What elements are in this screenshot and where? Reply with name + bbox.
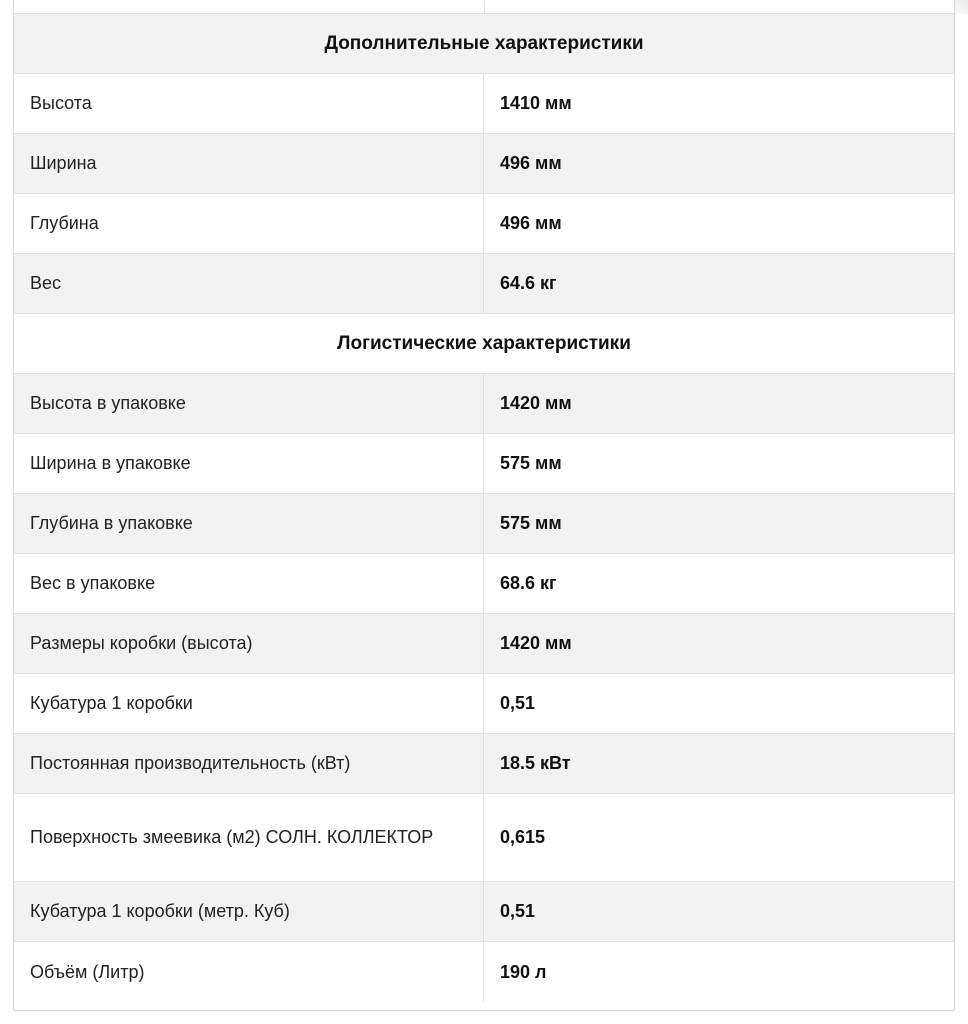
spec-label: Вес в упаковке bbox=[14, 554, 484, 613]
spec-label: Кубатура 1 коробки (метр. Куб) bbox=[14, 882, 484, 941]
spec-row bbox=[14, 194, 954, 254]
spec-value: 68.6 кг bbox=[500, 573, 557, 593]
spec-row bbox=[14, 434, 954, 494]
spec-label: Глубина bbox=[14, 194, 484, 253]
spec-row bbox=[14, 494, 954, 554]
spec-value: 496 мм bbox=[500, 213, 562, 233]
spec-label: Поверхность змеевика (м2) СОЛН. КОЛЛЕКТОР bbox=[14, 794, 484, 881]
spec-label: Высота bbox=[14, 74, 484, 133]
spec-row bbox=[14, 554, 954, 614]
spec-label: Размеры коробки (высота) bbox=[14, 614, 484, 673]
spec-value: 0,615 bbox=[500, 827, 546, 847]
spec-row bbox=[14, 734, 954, 794]
section-header-additional: Дополнительные характеристики bbox=[14, 14, 954, 74]
spec-label: Объём (Литр) bbox=[14, 942, 484, 1002]
spec-value: 190 л bbox=[500, 961, 547, 982]
spec-value: 1420 мм bbox=[500, 393, 572, 413]
spec-value: 1420 мм bbox=[500, 633, 572, 653]
spec-label: Глубина в упаковке bbox=[14, 494, 484, 553]
spec-row bbox=[14, 882, 954, 942]
specs-table bbox=[13, 0, 955, 1011]
spec-value: 0,51 bbox=[500, 693, 536, 713]
spec-row bbox=[14, 794, 954, 882]
spec-row bbox=[14, 374, 954, 434]
spec-value: 0,51 bbox=[500, 901, 536, 921]
section-header-logistics: Логистические характеристики bbox=[14, 314, 954, 374]
spec-row bbox=[14, 674, 954, 734]
spec-value: 496 мм bbox=[500, 153, 562, 173]
spec-value: 575 мм bbox=[500, 513, 562, 533]
spec-label: Ширина в упаковке bbox=[14, 434, 484, 493]
spec-label: Вес bbox=[14, 254, 484, 313]
spec-row bbox=[14, 254, 954, 314]
spec-row bbox=[14, 74, 954, 134]
spec-label: Кубатура 1 коробки bbox=[14, 674, 484, 733]
spec-row bbox=[14, 134, 954, 194]
spec-row bbox=[14, 614, 954, 674]
spec-value: 575 мм bbox=[500, 453, 562, 473]
spec-label: Высота в упаковке bbox=[14, 374, 484, 433]
spec-value: 64.6 кг bbox=[500, 273, 557, 293]
spec-label: Постоянная производительность (кВт) bbox=[14, 734, 484, 793]
spec-value: 1410 мм bbox=[500, 93, 572, 113]
previous-row-stub bbox=[14, 0, 954, 14]
spec-value: 18.5 кВт bbox=[500, 753, 571, 773]
spec-row bbox=[14, 942, 954, 1002]
spec-label: Ширина bbox=[14, 134, 484, 193]
